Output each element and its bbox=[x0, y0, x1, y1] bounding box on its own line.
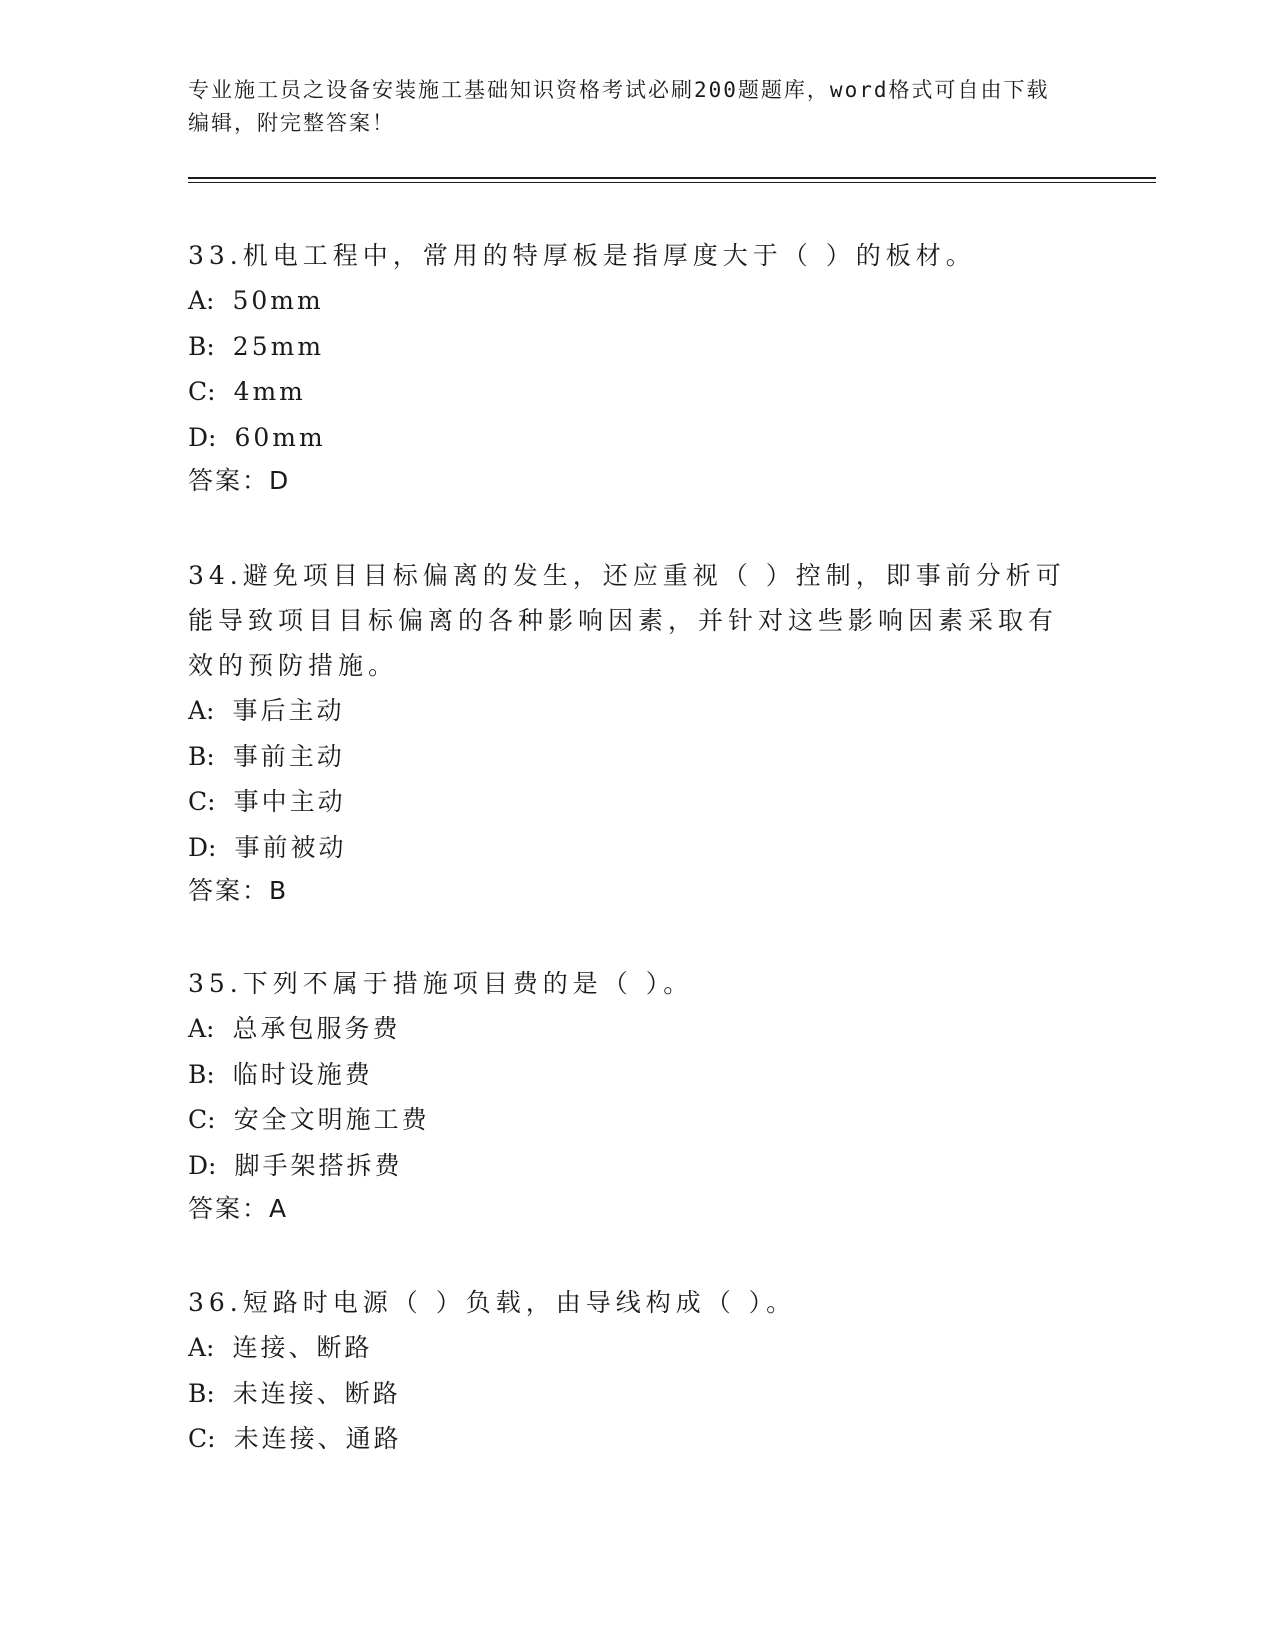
option-text: 未连接、断路 bbox=[232, 1378, 401, 1408]
option-label: C: bbox=[188, 787, 216, 816]
question-block bbox=[188, 233, 1068, 502]
option-label: D: bbox=[188, 832, 217, 862]
option-label: A: bbox=[188, 1333, 215, 1362]
option-label: A: bbox=[188, 286, 215, 315]
header-divider-secondary bbox=[188, 182, 1156, 183]
option-text: 50mm bbox=[232, 286, 324, 315]
option-b bbox=[188, 734, 1068, 780]
option-text: 4mm bbox=[233, 377, 306, 406]
option-c bbox=[188, 779, 1068, 825]
option-text: 25mm bbox=[232, 331, 325, 361]
option-label: A: bbox=[188, 696, 215, 725]
question-stem: 36.短路时电源（ ）负载，由导线构成（ ）。 bbox=[188, 1288, 797, 1317]
option-text: 未连接、通路 bbox=[233, 1424, 402, 1453]
option-c bbox=[188, 369, 1068, 415]
option-b bbox=[188, 1052, 1068, 1098]
option-a bbox=[188, 1006, 1068, 1052]
document-intro: 专业施工员之设备安装施工基础知识资格考试必刷200题题库，word格式可自由下载编辑，附完整答案！ bbox=[188, 78, 1050, 135]
question-stem: 34.避免项目目标偏离的发生，还应重视（ ）控制，即事前分析可能导致项目目标偏离的各种影响因素，并针对这些影响因素采取有效的预防措施。 bbox=[188, 561, 1066, 680]
option-label: C: bbox=[188, 1105, 216, 1134]
option-a bbox=[188, 688, 1068, 734]
option-b bbox=[188, 1371, 1068, 1417]
option-d bbox=[188, 825, 1068, 871]
option-text: 事前被动 bbox=[234, 832, 347, 862]
option-label: B: bbox=[188, 741, 215, 771]
option-label: D: bbox=[188, 1150, 217, 1180]
option-label: C: bbox=[188, 1424, 216, 1453]
option-label: B: bbox=[188, 1059, 215, 1089]
option-text: 安全文明施工费 bbox=[233, 1105, 430, 1134]
option-c bbox=[188, 1416, 1068, 1462]
question-stem: 35.下列不属于措施项目费的是（ ）。 bbox=[188, 969, 694, 998]
question-block bbox=[188, 1280, 1068, 1462]
option-c bbox=[188, 1097, 1068, 1143]
option-label: D: bbox=[188, 422, 217, 452]
option-text: 事中主动 bbox=[233, 787, 346, 816]
answer-line: 答案：B bbox=[188, 876, 289, 905]
answer-line: 答案：A bbox=[188, 1194, 289, 1223]
question-stem: 33.机电工程中，常用的特厚板是指厚度大于（ ）的板材。 bbox=[188, 241, 976, 270]
option-a bbox=[188, 1325, 1068, 1371]
question-block bbox=[188, 553, 1068, 912]
option-label: A: bbox=[188, 1014, 215, 1043]
option-d bbox=[188, 415, 1068, 461]
option-text: 脚手架搭拆费 bbox=[234, 1150, 403, 1180]
answer-line: 答案：D bbox=[188, 466, 291, 495]
question-block bbox=[188, 961, 1068, 1230]
option-label: C: bbox=[188, 377, 216, 406]
option-text: 事后主动 bbox=[232, 696, 345, 725]
header-divider bbox=[188, 177, 1156, 179]
option-text: 60mm bbox=[234, 422, 326, 452]
option-text: 连接、断路 bbox=[232, 1333, 373, 1362]
option-b bbox=[188, 324, 1068, 370]
option-label: B: bbox=[188, 331, 215, 361]
option-text: 临时设施费 bbox=[232, 1059, 373, 1089]
option-d bbox=[188, 1143, 1068, 1189]
option-label: B: bbox=[188, 1378, 215, 1408]
option-a bbox=[188, 278, 1068, 324]
option-text: 总承包服务费 bbox=[232, 1014, 401, 1043]
option-text: 事前主动 bbox=[232, 741, 345, 771]
